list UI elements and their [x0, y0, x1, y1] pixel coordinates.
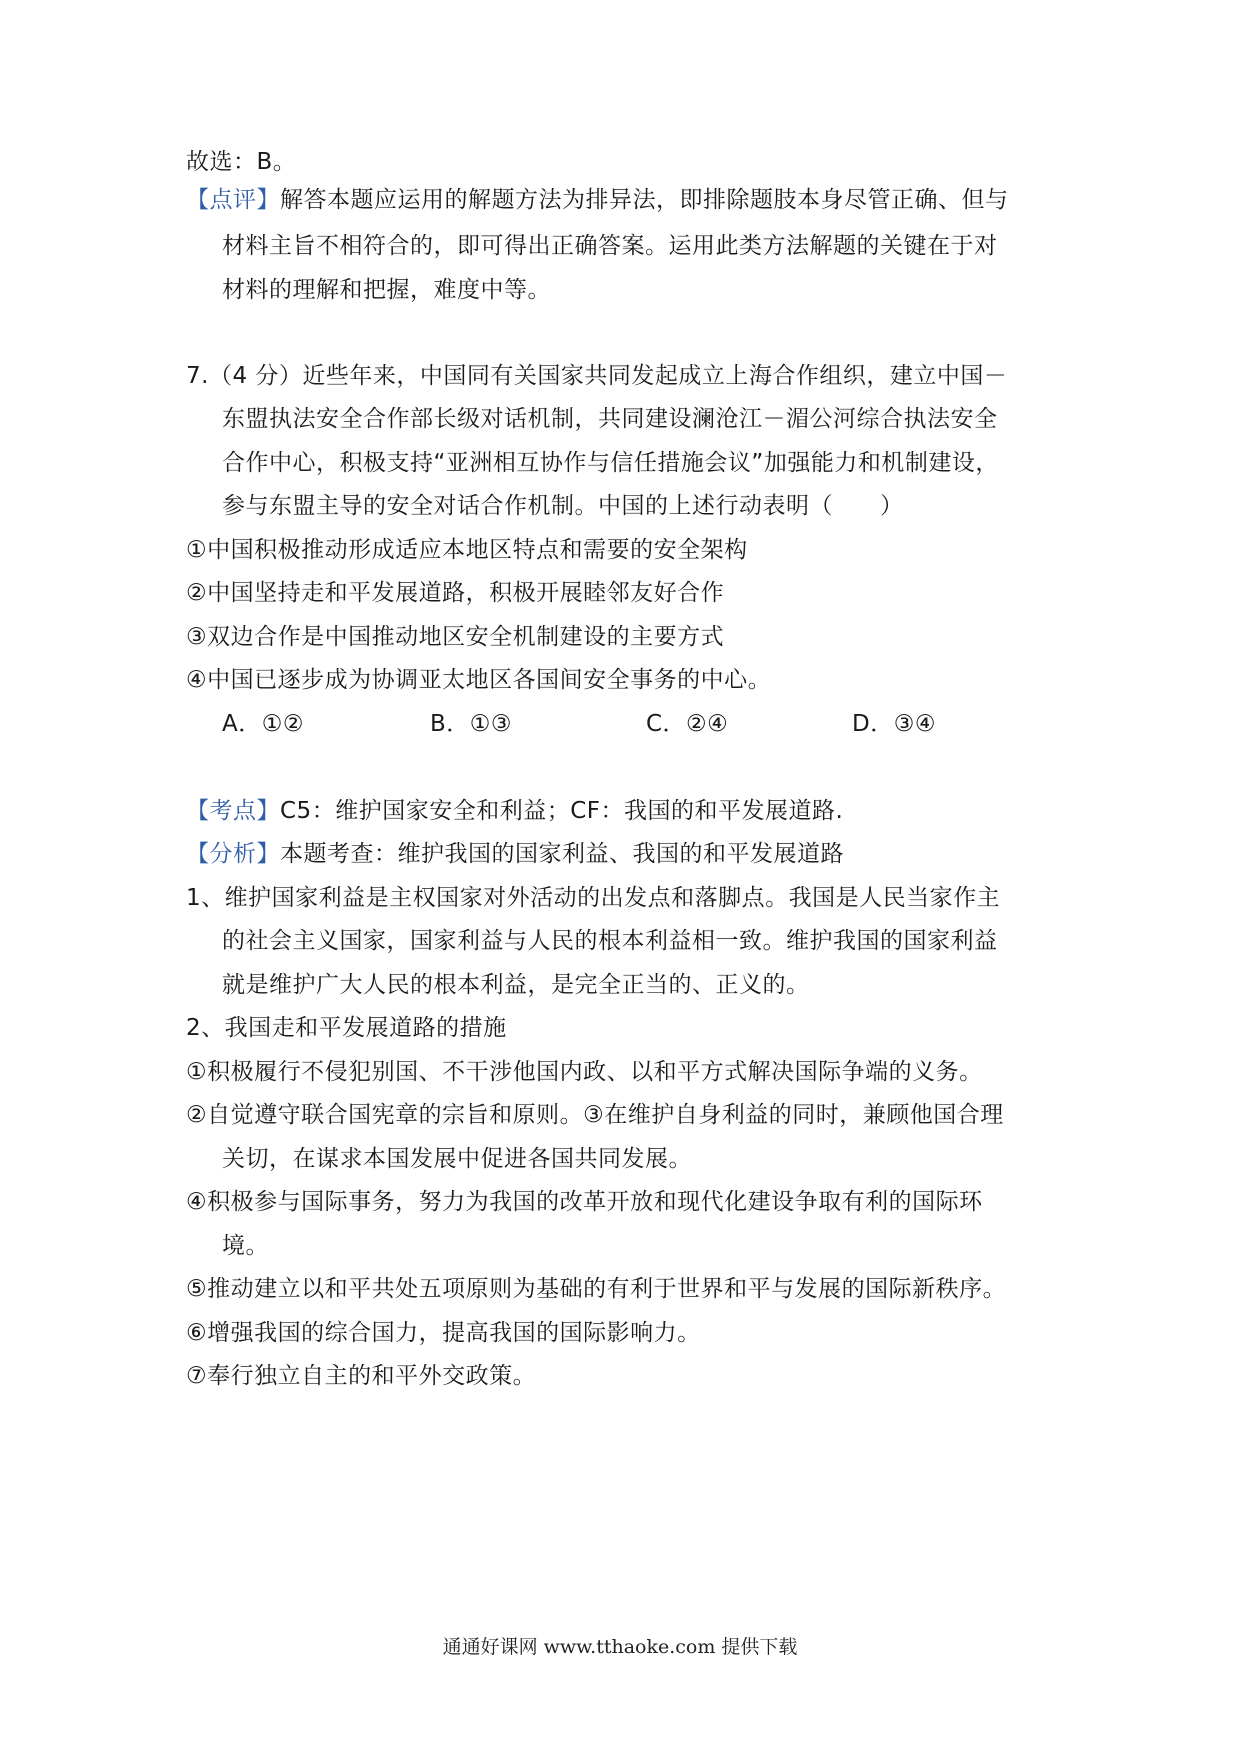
previous-answer: 故选：B。: [186, 149, 297, 175]
comment-line: 材料主旨不相符合的，即可得出正确答案。运用此类方法解题的关键在于对: [222, 233, 998, 259]
analysis-line: 的社会主义国家，国家利益与人民的根本利益相一致。维护我国的国家利益: [222, 928, 998, 954]
analysis-line: ①积极履行不侵犯别国、不干涉他国内政、以和平方式解决国际争端的义务。: [186, 1059, 983, 1085]
analysis-line: ⑦奉行独立自主的和平外交政策。: [186, 1363, 537, 1389]
question-statement: ①中国积极推动形成适应本地区特点和需要的安全架构: [186, 537, 748, 563]
analysis-line: 2、我国走和平发展道路的措施: [186, 1015, 507, 1041]
analysis-line: ⑤推动建立以和平共处五项原则为基础的有利于世界和平与发展的国际新秩序。: [186, 1276, 1007, 1302]
analysis-line: ④积极参与国际事务，努力为我国的改革开放和现代化建设争取有利的国际环: [186, 1189, 983, 1215]
comment-first-line: [186, 184, 1009, 216]
option-c: C．②④: [646, 711, 729, 737]
kaodian-tag: 【考点】: [186, 798, 280, 824]
option-b: B．①③: [430, 711, 513, 737]
question-stem-line: 参与东盟主导的安全对话合作机制。中国的上述行动表明（ ）: [222, 493, 904, 519]
kaodian-text: C5：维护国家安全和利益；CF：我国的和平发展道路.: [280, 798, 844, 824]
fenxi-tag: 【分析】: [186, 841, 280, 867]
page-footer: 通通好课网 www.tthaoke.com 提供下载: [442, 1636, 798, 1658]
option-d: D．③④: [852, 711, 936, 737]
analysis-line: ⑥增强我国的综合国力，提高我国的国际影响力。: [186, 1320, 701, 1346]
question-statement: ④中国已逐步成为协调亚太地区各国间安全事务的中心。: [186, 667, 772, 693]
analysis-line: 就是维护广大人民的根本利益，是完全正当的、正义的。: [222, 972, 810, 998]
comment-text: 解答本题应运用的解题方法为排异法，即排除题肢本身尽管正确、但与: [280, 187, 1009, 213]
fenxi-text: 本题考查：维护我国的国家利益、我国的和平发展道路: [280, 841, 844, 867]
question-statement: ③双边合作是中国推动地区安全机制建设的主要方式: [186, 624, 725, 650]
analysis-line: 1、维护国家利益是主权国家对外活动的出发点和落脚点。我国是人民当家作主: [186, 885, 1001, 911]
question-stem-line: 合作中心，积极支持“亚洲相互协作与信任措施会议”加强能力和机制建设，: [222, 450, 999, 476]
question-stem-line: 东盟执法安全合作部长级对话机制，共同建设澜沧江－湄公河综合执法安全: [222, 406, 998, 432]
analysis-line: 境。: [222, 1233, 269, 1259]
question-statement: ②中国坚持走和平发展道路，积极开展睦邻友好合作: [186, 580, 725, 606]
question-stem-line: 7.（4 分）近些年来，中国同有关国家共同发起成立上海合作组织，建立中国－: [186, 363, 1008, 389]
kaodian-line: [186, 795, 843, 827]
comment-line: 材料的理解和把握，难度中等。: [222, 277, 551, 303]
comment-tag: 【点评】: [186, 187, 280, 213]
fenxi-line: [186, 838, 844, 870]
answer-options: [0, 708, 1240, 740]
analysis-line: ②自觉遵守联合国宪章的宗旨和原则。③在维护自身利益的同时，兼顾他国合理: [186, 1102, 1004, 1128]
option-a: A．①②: [222, 711, 304, 737]
analysis-line: 关切，在谋求本国发展中促进各国共同发展。: [222, 1146, 692, 1172]
